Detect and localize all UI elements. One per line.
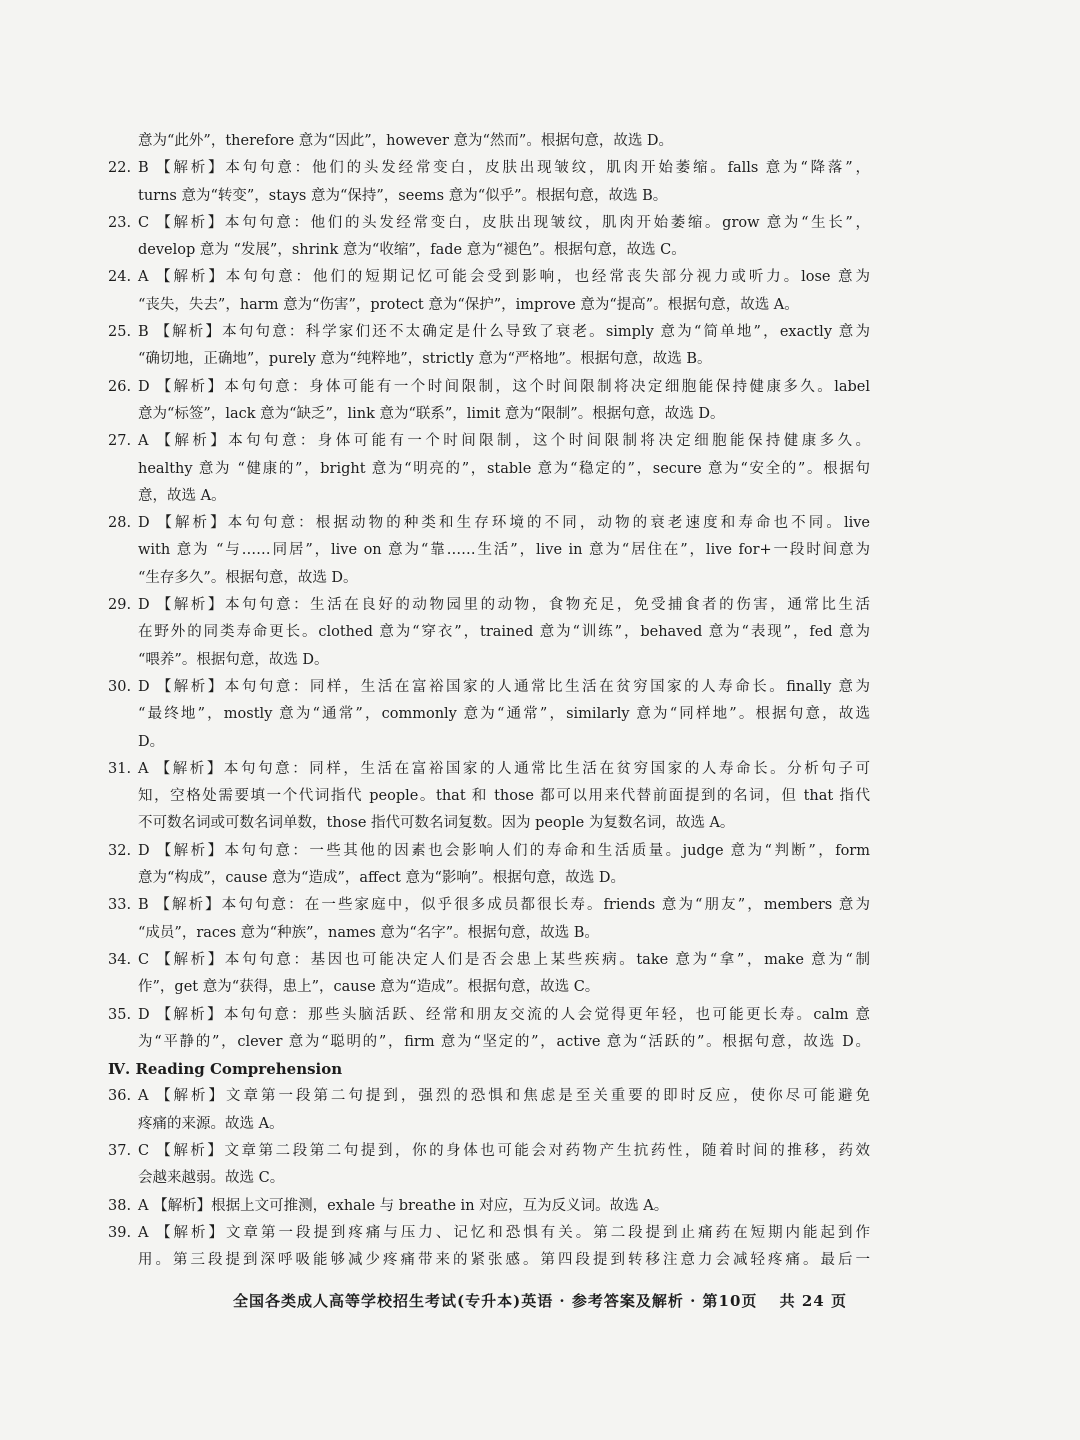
text-line xyxy=(108,974,870,1001)
text-line xyxy=(108,729,870,756)
text-line xyxy=(108,510,870,537)
text-line xyxy=(108,756,870,783)
line-text: 会越来越弱。故选 C。 xyxy=(138,1170,285,1187)
text-line xyxy=(108,1165,870,1192)
line-text: 为“平静的”，clever 意为“聪明的”，firm 意为“坚定的”，active 意为“活跃的”。根据句意，故选 D。 xyxy=(138,1033,870,1050)
item-number: 35. xyxy=(108,1006,132,1023)
item-number: 32. xyxy=(108,842,132,859)
text-line xyxy=(108,1002,870,1029)
item-number: 38. xyxy=(108,1197,132,1214)
line-text: healthy 意为 “健康的”，bright 意为“明亮的”，stable 意为“稳定的”，secure 意为“安全的”。根据句 xyxy=(138,460,870,477)
line-text: 作”，get 意为“获得，患上”，cause 意为“造成”。根据句意，故选 C。 xyxy=(138,979,600,996)
page-footer: 全国各类成人高等学校招生考试(专升本)英语 · 参考答案及解析 · 第10页 共 24 页 xyxy=(233,1292,847,1310)
line-text: C 【解析】文章第二段第二句提到，你的身体也可能会对药物产生抗药性，随着时间的推移，药效 xyxy=(138,1142,870,1159)
text-line xyxy=(108,838,870,865)
text-line xyxy=(108,128,870,155)
line-text: A 【解析】文章第一段第二句提到，强烈的恐惧和焦虑是至关重要的即时反应，使你尽可能避免 xyxy=(138,1088,870,1105)
line-text: D。 xyxy=(138,733,165,750)
text-line xyxy=(108,183,870,210)
line-text: D 【解析】本句句意：一些其他的因素也会影响人们的寿命和生活质量。judge 意为“判断”，form xyxy=(138,842,870,859)
line-text: B 【解析】本句句意：科学家们还不太确定是什么导致了衰老。simply 意为“简单地”，exactly 意为 xyxy=(138,324,870,341)
line-text: 不可数名词或可数名词单数，those 指代可数名词复数。因为 people 为复数名词，故选 A。 xyxy=(138,815,735,832)
text-line xyxy=(108,647,870,674)
line-text: B 【解析】本句句意：在一些家庭中，似乎很多成员都很长寿。friends 意为“朋友”，members 意为 xyxy=(138,897,870,914)
line-text: 意，故选 A。 xyxy=(138,487,226,504)
line-text: 意为“标签”，lack 意为“缺乏”，link 意为“联系”，limit 意为“限制”。根据句意，故选 D。 xyxy=(138,405,725,422)
line-text: with 意为 “与……同居”，live on 意为“靠……生活”，live in 意为“居住在”，live for+一段时间意为 xyxy=(138,542,870,559)
line-text: D 【解析】本句句意：根据动物的种类和生存环境的不同，动物的衰老速度和寿命也不同。live xyxy=(138,515,870,532)
text-line xyxy=(108,483,870,510)
line-text: “最终地”，mostly 意为“通常”，commonly 意为“通常”，similarly 意为“同样地”。根据句意，故选 xyxy=(138,706,870,723)
line-text: 疼痛的来源。故选 A。 xyxy=(138,1115,284,1132)
item-number: 27. xyxy=(108,433,132,450)
line-text: 意为“构成”，cause 意为“造成”，affect 意为“影响”。根据句意，故选 D。 xyxy=(138,870,626,887)
text-line xyxy=(108,947,870,974)
line-text: “成员”，races 意为“种族”，names 意为“名字”。根据句意，故选 B。 xyxy=(138,924,599,941)
text-line xyxy=(108,565,870,592)
text-line xyxy=(108,401,870,428)
text-line xyxy=(108,237,870,264)
item-number: 31. xyxy=(108,760,132,777)
text-line xyxy=(108,456,870,483)
text-line xyxy=(108,264,870,291)
line-text: D 【解析】本句句意：身体可能有一个时间限制，这个时间限制将决定细胞能保持健康多久。label xyxy=(138,378,870,395)
line-text: D 【解析】本句句意：生活在良好的动物园里的动物，食物充足，免受捕食者的伤害，通常比生活 xyxy=(138,597,870,614)
line-text: “喂养”。根据句意，故选 D。 xyxy=(138,651,329,668)
line-text: B 【解析】本句句意：他们的头发经常变白，皮肤出现皱纹，肌肉开始萎缩。falls 意为“降落”， xyxy=(138,160,870,177)
line-text: A 【解析】根据上文可推测，exhale 与 breathe in 对应，互为反义词。故选 A。 xyxy=(138,1197,669,1214)
text-line xyxy=(108,701,870,728)
line-text: D 【解析】本句句意：同样，生活在富裕国家的人通常比生活在贫穷国家的人寿命长。finally 意为 xyxy=(138,678,870,695)
line-text: A 【解析】本句句意：他们的短期记忆可能会受到影响，也经常丧失部分视力或听力。lose 意为 xyxy=(138,269,870,286)
line-text: D 【解析】本句句意：那些头脑活跃、经常和朋友交流的人会觉得更年轻，也可能更长寿。calm 意 xyxy=(138,1006,870,1023)
item-number: 29. xyxy=(108,597,132,614)
text-line xyxy=(108,428,870,455)
text-line xyxy=(108,1247,870,1274)
text-line xyxy=(108,892,870,919)
line-text: A 【解析】文章第一段提到疼痛与压力、记忆和恐惧有关。第二段提到止痛药在短期内能起到作 xyxy=(138,1224,870,1241)
item-number: 39. xyxy=(108,1224,132,1241)
item-number: 28. xyxy=(108,515,132,532)
item-number: 26. xyxy=(108,378,132,395)
section-heading xyxy=(108,1056,870,1083)
item-number: 34. xyxy=(108,951,132,968)
line-text: “确切地，正确地”，purely 意为“纯粹地”，strictly 意为“严格地”。根据句意，故选 B。 xyxy=(138,351,712,368)
line-text: C 【解析】本句句意：他们的头发经常变白，皮肤出现皱纹，肌肉开始萎缩。grow 意为“生长”， xyxy=(138,214,870,231)
line-text: 知，空格处需要填一个代词指代 people。that 和 those 都可以用来代替前面提到的名词，但 that 指代 xyxy=(138,788,870,805)
text-line xyxy=(108,210,870,237)
text-line xyxy=(108,1111,870,1138)
line-text: develop 意为 “发展”，shrink 意为“收缩”，fade 意为“褪色”。根据句意，故选 C。 xyxy=(138,242,686,259)
line-text: turns 意为“转变”，stays 意为“保持”，seems 意为“似乎”。根据句意，故选 B。 xyxy=(138,187,668,204)
item-number: 37. xyxy=(108,1142,132,1159)
text-line xyxy=(108,537,870,564)
item-number: 25. xyxy=(108,324,132,341)
item-number: 24. xyxy=(108,269,132,286)
text-line xyxy=(108,783,870,810)
line-text: “生存多久”。根据句意，故选 D。 xyxy=(138,569,358,586)
item-number: 30. xyxy=(108,678,132,695)
item-number: 22. xyxy=(108,160,132,177)
answer-explanations xyxy=(108,128,870,1274)
line-text: A 【解析】本句句意：同样，生活在富裕国家的人通常比生活在贫穷国家的人寿命长。分析句子可 xyxy=(138,760,870,777)
text-line xyxy=(108,810,870,837)
text-line xyxy=(108,1193,870,1220)
line-text: 用。第三段提到深呼吸能够减少疼痛带来的紧张感。第四段提到转移注意力会减轻疼痛。最后一 xyxy=(138,1252,870,1269)
text-line xyxy=(108,920,870,947)
text-line xyxy=(108,865,870,892)
text-line xyxy=(108,1029,870,1056)
item-number: 36. xyxy=(108,1088,132,1105)
line-text: 意为“此外”，therefore 意为“因此”，however 意为“然而”。根据句意，故选 D。 xyxy=(138,133,674,149)
line-text: “丧失，失去”，harm 意为“伤害”，protect 意为“保护”，improve 意为“提高”。根据句意，故选 A。 xyxy=(138,296,799,313)
text-line xyxy=(108,1220,870,1247)
text-line xyxy=(108,592,870,619)
line-text: C 【解析】本句句意：基因也可能决定人们是否会患上某些疾病。take 意为“拿”，make 意为“制 xyxy=(138,951,870,968)
text-line xyxy=(108,319,870,346)
item-number: 23. xyxy=(108,214,132,231)
text-line xyxy=(108,374,870,401)
text-line xyxy=(108,674,870,701)
text-line xyxy=(108,292,870,319)
item-number: 33. xyxy=(108,897,132,914)
text-line xyxy=(108,346,870,373)
section-title: Ⅳ. Reading Comprehension xyxy=(108,1060,343,1079)
line-text: 在野外的同类寿命更长。clothed 意为“穿衣”，trained 意为“训练”，behaved 意为“表现”，fed 意为 xyxy=(138,624,870,641)
text-line xyxy=(108,1138,870,1165)
text-line xyxy=(108,155,870,182)
line-text: A 【解析】本句句意：身体可能有一个时间限制，这个时间限制将决定细胞能保持健康多久。 xyxy=(138,433,870,450)
text-line xyxy=(108,1083,870,1110)
text-line xyxy=(108,619,870,646)
